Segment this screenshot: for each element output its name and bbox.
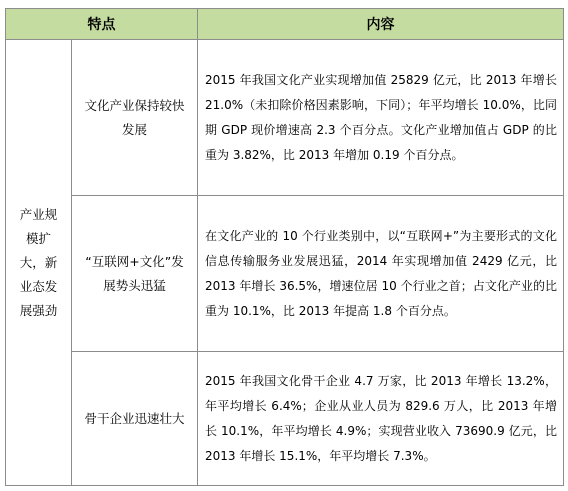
table-header-row: [6, 9, 564, 40]
content-cell: 2015 年我国文化骨干企业 4.7 万家，比 2013 年增长 13.2%，年平均增长 6.4%；企业从业人员为 829.6 万人，比 2013 年增长 10.1%，年平均增长 4.9%；实现营业收入 73690.9 亿元，比 2013 年增长 15.1%，年平均增长 7.3%。: [198, 352, 564, 486]
subtitle-cell: 骨干企业迅速壮大: [72, 352, 198, 486]
header-features: 特点: [6, 9, 198, 40]
header-content: 内容: [198, 9, 564, 40]
feature-table: [5, 8, 564, 486]
content-cell: 2015 年我国文化产业实现增加值 25829 亿元，比 2013 年增长 21.0%（未扣除价格因素影响，下同）；年平均增长 10.0%，比同期 GDP 现价增速高 2.3 个百分点。文化产业增加值占 GDP 的比重为 3.82%，比 2013 年增加 0.19 个百分点。: [198, 40, 564, 196]
subtitle-cell: 文化产业保持较快发展: [72, 40, 198, 196]
category-cell: 产业规模扩大，新业态发展强劲: [6, 40, 72, 486]
content-cell: 在文化产业的 10 个行业类别中，以“互联网+”为主要形式的文化信息传输服务业发展迅猛，2014 年实现增加值 2429 亿元，比 2013 年增长 36.5%，增速位居 10 个行业之首；占文化产业的比重为 10.1%，比 2013 年提高 1.8 个百分点。: [198, 196, 564, 352]
table-row: [6, 40, 564, 196]
table-row: [6, 196, 564, 352]
table-row: [6, 352, 564, 486]
subtitle-cell: “互联网+文化”发展势头迅猛: [72, 196, 198, 352]
